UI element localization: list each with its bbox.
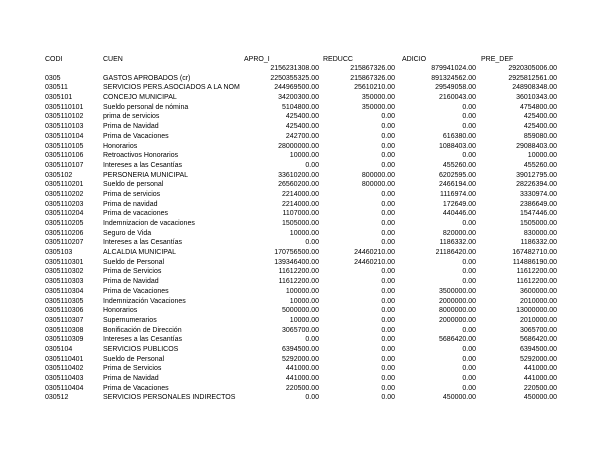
table-row (0, 267, 600, 276)
cell-apro: 220500.00 (285, 384, 319, 392)
cell-reducc: 0.00 (381, 123, 395, 131)
cell-cuen: ALCALDIA MUNICIPAL (103, 249, 177, 257)
cell-cuen: Prima de navidad (103, 200, 158, 208)
cell-reducc: 0.00 (381, 287, 395, 295)
cell-apro: 0.00 (305, 161, 319, 169)
table-row (0, 297, 600, 306)
cell-adicio: 0.00 (462, 365, 476, 373)
table-row (0, 122, 600, 131)
cell-pre-def: 2010000.00 (520, 316, 557, 324)
cell-apro: 10000.00 (289, 152, 319, 160)
cell-cuen: SERVICIOS PUBLICOS (103, 346, 179, 353)
table-row (0, 287, 600, 296)
cell-pre-def: 455260.00 (523, 161, 557, 169)
cell-adicio: 0.00 (462, 384, 476, 392)
cell-adicio: 455260.00 (442, 161, 476, 169)
cell-codi: 0305110308 (45, 326, 84, 334)
cell-pre-def: 450000.00 (523, 394, 557, 402)
cell-adicio: 891324562.00 (431, 74, 476, 82)
table-row (0, 393, 600, 402)
cell-cuen: prima de servicios (103, 113, 160, 121)
cell-codi: 0305110202 (45, 190, 84, 198)
cell-reducc: 0.00 (381, 316, 395, 324)
cell-cuen: CONCEJO MUNICIPAL (103, 94, 177, 102)
cell-adicio: 820000.00 (442, 229, 476, 237)
table-row (0, 93, 600, 102)
cell-apro: 28000000.00 (278, 142, 319, 150)
cell-adicio: 3500000.00 (439, 287, 476, 295)
cell-adicio: 29549058.00 (435, 84, 476, 92)
table-row (0, 74, 600, 83)
cell-pre-def: 2925812561.00 (508, 74, 557, 82)
cell-cuen: SERVICIOS PERSONALES INDIRECTOS (103, 394, 236, 402)
table-row (0, 209, 600, 218)
cell-pre-def: 13000000.00 (516, 307, 557, 315)
cell-cuen: Intereses a las Cesantías (103, 161, 182, 169)
cell-codi: 0305104 (45, 346, 73, 353)
cell-reducc: 0.00 (381, 336, 395, 344)
cell-adicio: 8000000.00 (439, 307, 476, 315)
cell-reducc: 0.00 (381, 355, 395, 363)
cell-adicio: 6202595.00 (439, 171, 476, 179)
cell-reducc: 0.00 (381, 132, 395, 140)
cell-pre-def: 4754800.00 (520, 103, 557, 111)
cell-reducc: 0.00 (381, 297, 395, 305)
cell-reducc: 215867326.00 (350, 74, 395, 82)
cell-pre-def: 5292000.00 (520, 355, 557, 363)
table-row (0, 374, 600, 383)
cell-pre-def: 425400.00 (523, 113, 557, 121)
cell-adicio: 2160043.00 (439, 94, 476, 102)
table-row (0, 316, 600, 325)
cell-adicio: 2466194.00 (439, 181, 476, 189)
cell-cuen: Prima de vacaciones (103, 210, 168, 218)
cell-cuen: Prima de Servicios (103, 365, 162, 373)
cell-reducc: 25610210.00 (354, 84, 395, 92)
cell-cuen: GASTOS APROBADOS (cr) (103, 74, 191, 82)
cell-apro: 2156231308.00 (270, 65, 319, 72)
cell-codi: 0305110309 (45, 336, 84, 344)
cell-codi: 0305110104 (45, 132, 84, 140)
cell-cuen: Supernumerarios (103, 316, 157, 324)
cell-reducc: 0.00 (381, 200, 395, 208)
cell-reducc: 0.00 (381, 307, 395, 315)
cell-pre-def: 11612200.00 (516, 278, 557, 286)
cell-reducc: 0.00 (381, 326, 395, 334)
cell-pre-def: 441000.00 (523, 375, 557, 383)
cell-codi: 0305110107 (45, 161, 84, 169)
cell-reducc: 350000.00 (361, 94, 395, 102)
table-row (0, 83, 600, 92)
cell-codi: 0305110201 (45, 181, 84, 189)
cell-codi: 0305110301 (45, 258, 84, 266)
cell-adicio: 0.00 (462, 113, 476, 121)
cell-apro: 2214000.00 (282, 200, 319, 208)
cell-adicio: 0.00 (462, 258, 476, 266)
cell-pre-def: 830000.00 (523, 229, 557, 237)
cell-pre-def: 10000.00 (527, 152, 557, 160)
cell-reducc: 0.00 (381, 278, 395, 286)
table-row (0, 151, 600, 160)
cell-reducc: 800000.00 (361, 181, 395, 189)
cell-apro: 425400.00 (285, 113, 319, 121)
cell-codi: 0305 (45, 74, 61, 82)
cell-adicio: 2000000.00 (439, 297, 476, 305)
header-reducc: REDUCC (323, 56, 353, 63)
cell-cuen: Prima de Navidad (103, 375, 159, 383)
cell-adicio: 0.00 (462, 103, 476, 111)
cell-cuen: Prima de Servicios (103, 268, 162, 276)
cell-pre-def: 36010343.00 (516, 94, 557, 102)
cell-reducc: 0.00 (381, 161, 395, 169)
cell-pre-def: 1186332.00 (520, 239, 557, 247)
table-row (0, 345, 600, 354)
cell-adicio: 0.00 (462, 268, 476, 276)
cell-apro: 1107000.00 (282, 210, 319, 218)
cell-apro: 139346400.00 (274, 258, 319, 266)
cell-cuen: Indemnizacion de vacaciones (103, 220, 195, 228)
cell-codi: 0305110207 (45, 239, 84, 247)
header-adicio: ADICIO (402, 56, 427, 63)
cell-adicio: 0.00 (462, 123, 476, 131)
cell-codi: 0305110203 (45, 200, 84, 208)
cell-apro: 425400.00 (285, 123, 319, 131)
header-codi: CODI (45, 56, 63, 63)
table-row (0, 132, 600, 141)
cell-codi: 0305110306 (45, 307, 84, 315)
cell-apro: 242700.00 (285, 132, 319, 140)
cell-reducc: 0.00 (381, 152, 395, 160)
cell-reducc: 0.00 (381, 365, 395, 373)
cell-pre-def: 1547446.00 (520, 210, 557, 218)
table-row (0, 103, 600, 112)
cell-reducc: 0.00 (381, 190, 395, 198)
cell-codi: 0305110305 (45, 297, 84, 305)
cell-pre-def: 6394500.00 (520, 346, 557, 353)
cell-codi: 0305110205 (45, 220, 84, 228)
cell-codi: 0305110404 (45, 384, 84, 392)
cell-codi: 0305101 (45, 94, 73, 102)
cell-adicio: 440446.00 (442, 210, 476, 218)
cell-reducc: 24460210.00 (354, 249, 395, 257)
cell-cuen: Prima de Vacaciones (103, 287, 169, 295)
cell-apro: 5104800.00 (282, 103, 319, 111)
cell-apro: 0.00 (305, 239, 319, 247)
cell-reducc: 0.00 (381, 142, 395, 150)
cell-apro: 100000.00 (285, 287, 319, 295)
table-row (0, 258, 600, 267)
table-row (0, 219, 600, 228)
cell-codi: 0305110402 (45, 365, 84, 373)
cell-codi: 0305102 (45, 171, 73, 179)
cell-adicio: 21186420.00 (435, 249, 476, 257)
table-row (0, 335, 600, 344)
cell-pre-def: 3330974.00 (520, 190, 557, 198)
cell-apro: 33610200.00 (278, 171, 319, 179)
cell-adicio: 1088403.00 (439, 142, 476, 150)
cell-adicio: 1186332.00 (439, 239, 476, 247)
cell-apro: 10000.00 (289, 316, 319, 324)
table-row (0, 180, 600, 189)
table-row (0, 190, 600, 199)
cell-cuen: Sueldo de personal (103, 181, 164, 189)
table-row (0, 200, 600, 209)
cell-adicio: 0.00 (462, 355, 476, 363)
header-row (0, 55, 600, 64)
cell-reducc: 0.00 (381, 220, 395, 228)
cell-cuen: Indemnización Vacaciones (103, 297, 186, 305)
cell-adicio: 0.00 (462, 326, 476, 334)
cell-apro: 2214000.00 (282, 190, 319, 198)
cell-codi: 0305103 (45, 249, 73, 257)
table-row (0, 112, 600, 121)
cell-codi: 0305110101 (45, 103, 84, 111)
cell-apro: 11612200.00 (278, 278, 319, 286)
cell-codi: 0305110206 (45, 229, 84, 237)
table-row (0, 326, 600, 335)
cell-cuen: PERSONERIA MUNICIPAL (103, 171, 189, 179)
cell-codi: 0305110304 (45, 287, 84, 295)
table-row (0, 277, 600, 286)
cell-codi: 030512 (45, 394, 69, 402)
cell-reducc: 0.00 (381, 268, 395, 276)
cell-apro: 441000.00 (285, 375, 319, 383)
cell-reducc: 0.00 (381, 239, 395, 247)
cell-pre-def: 248908348.00 (512, 84, 557, 92)
cell-apro: 11612200.00 (278, 268, 319, 276)
cell-apro: 10000.00 (289, 297, 319, 305)
table-row (0, 161, 600, 170)
cell-apro: 5000000.00 (282, 307, 319, 315)
cell-adicio: 0.00 (462, 278, 476, 286)
cell-cuen: Prima de servicios (103, 190, 161, 198)
header-cuen: CUEN (103, 56, 123, 63)
cell-cuen: Prima de Vacaciones (103, 384, 169, 392)
cell-adicio: 879941024.00 (431, 65, 476, 72)
cell-cuen: Retroactivos Honorarios (103, 152, 179, 160)
cell-cuen: Sueldo de Personal (103, 258, 165, 266)
cell-reducc: 0.00 (381, 229, 395, 237)
cell-reducc: 0.00 (381, 113, 395, 121)
cell-codi: 0305110303 (45, 278, 84, 286)
table-row (0, 248, 600, 257)
cell-cuen: Honorarios (103, 142, 138, 150)
cell-codi: 0305110102 (45, 113, 84, 121)
cell-cuen: Bonificación de Dirección (103, 326, 182, 334)
cell-apro: 170756500.00 (274, 249, 319, 257)
table-row (0, 384, 600, 393)
cell-reducc: 24460210.00 (354, 258, 395, 266)
cell-apro: 10000.00 (289, 229, 319, 237)
cell-pre-def: 39012795.00 (516, 171, 557, 179)
table-row (0, 64, 600, 73)
cell-reducc: 215867326.00 (350, 65, 395, 72)
cell-reducc: 350000.00 (361, 103, 395, 111)
table-row (0, 171, 600, 180)
cell-codi: 0305110302 (45, 268, 84, 276)
cell-pre-def: 441000.00 (523, 365, 557, 373)
cell-adicio: 2000000.00 (439, 316, 476, 324)
table-row (0, 238, 600, 247)
cell-adicio: 0.00 (462, 375, 476, 383)
table-row (0, 364, 600, 373)
cell-codi: 0305110204 (45, 210, 84, 218)
cell-pre-def: 2010000.00 (520, 297, 557, 305)
cell-pre-def: 3065700.00 (520, 326, 557, 334)
cell-pre-def: 114886190.00 (512, 258, 557, 266)
cell-pre-def: 28226394.00 (516, 181, 557, 189)
cell-cuen: Intereses a las Cesantías (103, 239, 182, 247)
header-apro: APRO_I (244, 56, 270, 63)
cell-apro: 0.00 (305, 336, 319, 344)
cell-codi: 0305110103 (45, 123, 84, 131)
cell-reducc: 0.00 (381, 394, 395, 402)
table-row (0, 355, 600, 364)
cell-pre-def: 1505000.00 (520, 220, 557, 228)
table-row (0, 229, 600, 238)
cell-apro: 34200300.00 (278, 94, 319, 102)
cell-apro: 3065700.00 (282, 326, 319, 334)
cell-apro: 2250355325.00 (270, 74, 319, 82)
cell-codi: 0305110401 (45, 355, 84, 363)
cell-adicio: 616380.00 (442, 132, 476, 140)
cell-pre-def: 2386649.00 (520, 200, 557, 208)
cell-apro: 6394500.00 (282, 346, 319, 353)
cell-cuen: Sueldo de Personal (103, 355, 165, 363)
cell-codi: 0305110105 (45, 142, 84, 150)
cell-pre-def: 167482710.00 (512, 249, 557, 257)
cell-cuen: Intereses a las Cesantías (103, 336, 182, 344)
cell-reducc: 0.00 (381, 384, 395, 392)
cell-adicio: 450000.00 (442, 394, 476, 402)
cell-adicio: 5686420.00 (439, 336, 476, 344)
cell-apro: 1505000.00 (282, 220, 319, 228)
cell-cuen: Honorarios (103, 307, 138, 315)
cell-reducc: 0.00 (381, 346, 395, 353)
cell-pre-def: 29088403.00 (516, 142, 557, 150)
cell-reducc: 800000.00 (361, 171, 395, 179)
cell-reducc: 0.00 (381, 375, 395, 383)
cell-codi: 0305110106 (45, 152, 84, 160)
cell-cuen: Sueldo personal de nómina (103, 103, 189, 111)
cell-apro: 26560200.00 (278, 181, 319, 189)
cell-pre-def: 859080.00 (523, 132, 557, 140)
cell-cuen: Seguro de Vida (103, 229, 152, 237)
header-pre-def: PRE_DEF (481, 56, 514, 63)
cell-pre-def: 220500.00 (523, 384, 557, 392)
cell-cuen: Prima de Navidad (103, 123, 159, 131)
cell-pre-def: 5686420.00 (520, 336, 557, 344)
cell-pre-def: 2920305006.00 (508, 65, 557, 72)
cell-apro: 0.00 (305, 394, 319, 402)
cell-adicio: 0.00 (462, 346, 476, 353)
cell-apro: 5292000.00 (282, 355, 319, 363)
cell-pre-def: 3600000.00 (520, 287, 557, 295)
cell-codi (45, 64, 102, 73)
cell-adicio: 0.00 (462, 152, 476, 160)
table-row (0, 306, 600, 315)
cell-pre-def: 425400.00 (523, 123, 557, 131)
cell-cuen: Prima de Navidad (103, 278, 159, 286)
cell-cuen (103, 64, 244, 73)
cell-pre-def: 11612200.00 (516, 268, 557, 276)
cell-cuen: SERVICIOS PERS.ASOCIADOS A LA NOM (103, 84, 240, 92)
cell-apro: 244969500.00 (274, 84, 319, 92)
cell-codi: 0305110307 (45, 316, 84, 324)
cell-adicio: 172649.00 (442, 200, 476, 208)
cell-apro: 441000.00 (285, 365, 319, 373)
cell-adicio: 1116974.00 (440, 190, 476, 198)
cell-adicio: 0.00 (462, 220, 476, 228)
cell-codi: 030511 (45, 84, 68, 92)
table-row (0, 142, 600, 151)
cell-reducc: 0.00 (381, 210, 395, 218)
cell-cuen: Prima de Vacaciones (103, 132, 169, 140)
cell-codi: 0305110403 (45, 375, 84, 383)
